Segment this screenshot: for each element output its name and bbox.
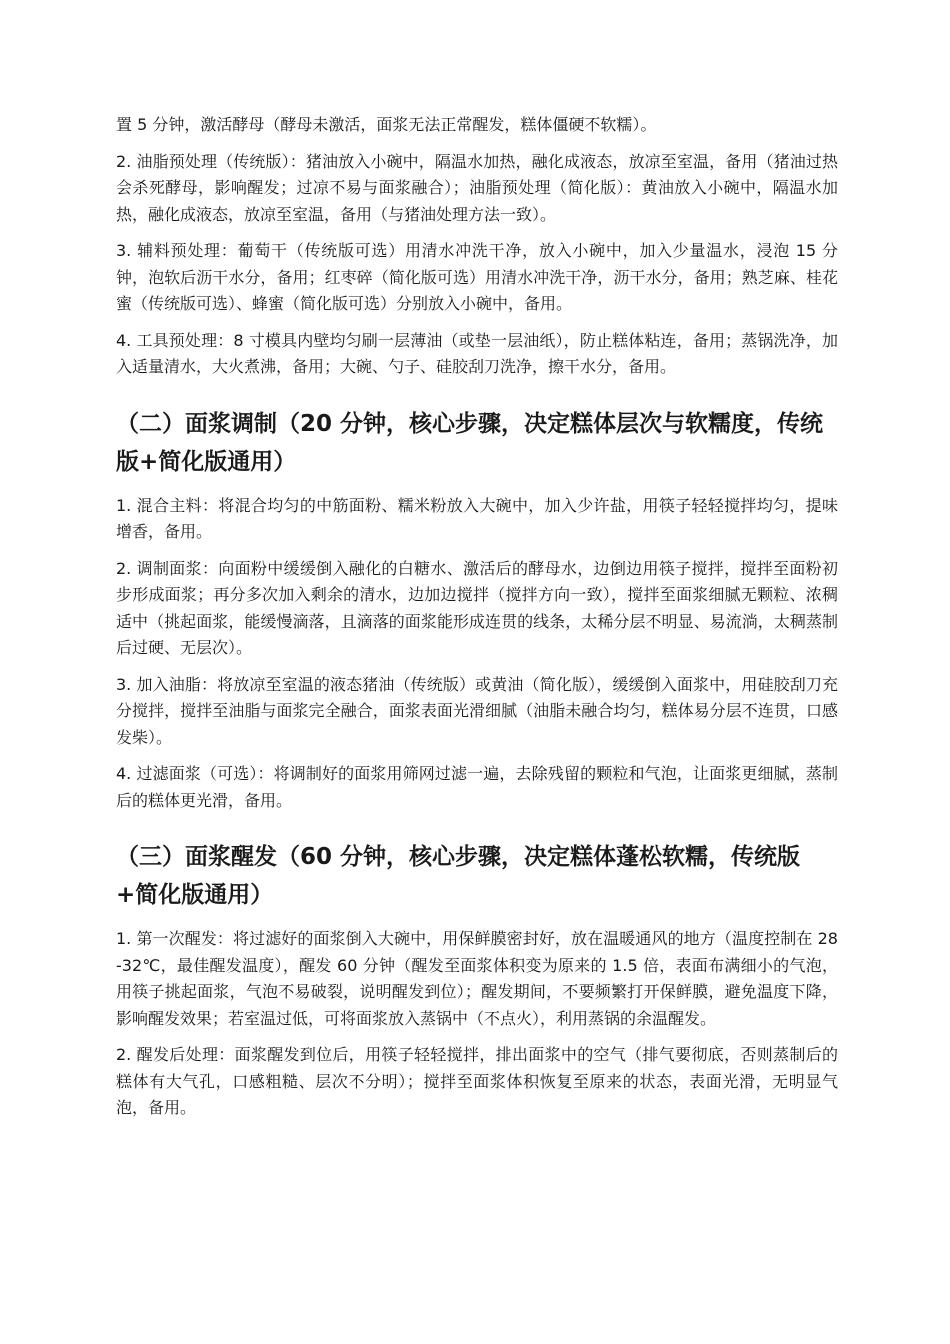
paragraph-first-proof: 1. 第一次醒发：将过滤好的面浆倒入大碗中，用保鲜膜密封好，放在温暖通风的地方（温度控制在 28-32℃，最佳醒发温度），醒发 60 分钟（醒发至面浆体积变为原来的 1.5 倍，表面布满细小的气泡，用筷子挑起面浆，气泡不易破裂，说明醒发到位）；醒发期间，不要频繁打开保鲜膜，避免温度下降，影响醒发效果；若室温过低，可将面浆放入蒸锅中（不点火），利用蒸锅的余温醒发。: [116, 929, 838, 1028]
paragraph-filter-batter: 4. 过滤面浆（可选）：将调制好的面浆用筛网过滤一遍，去除残留的颗粒和气泡，让面浆更细腻，蒸制后的糕体更光滑，备用。: [116, 764, 838, 810]
document-page: [116, 112, 838, 1132]
paragraph-add-fat: 3. 加入油脂：将放凉至室温的液态猪油（传统版）或黄油（简化版），缓缓倒入面浆中，用硅胶刮刀充分搅拌，搅拌至油脂与面浆完全融合，面浆表面光滑细腻（油脂未融合均匀，糕体易分层不连贯，口感发柴）。: [116, 674, 838, 747]
paragraph-post-proof: 2. 醒发后处理：面浆醒发到位后，用筷子轻轻搅拌，排出面浆中的空气（排气要彻底，否则蒸制后的糕体有大气孔，口感粗糙、层次不分明）；搅拌至面浆体积恢复至原来的状态，表面光滑，无明显气泡，备用。: [116, 1045, 838, 1117]
section-heading-batter-proofing: （三）面浆醒发（60 分钟，核心步骤，决定糕体蓬松软糯，传统版+简化版通用）: [116, 844, 801, 908]
paragraph-mix-main-ingredients: 1. 混合主料：将混合均匀的中筋面粉、糯米粉放入大碗中，加入少许盐，用筷子轻轻搅拌均匀，提味增香，备用。: [116, 495, 838, 541]
paragraph-tools-preprocess: 4. 工具预处理：8 寸模具内壁均匀刷一层薄油（或垫一层油纸），防止糕体粘连，备用；蒸锅洗净，加入适量清水，大火煮沸，备用；大碗、勺子、硅胶刮刀洗净，擦干水分，备用。: [116, 330, 838, 376]
paragraph-make-batter: 2. 调制面浆：向面粉中缓缓倒入融化的白糖水、激活后的酵母水，边倒边用筷子搅拌，搅拌至面粉初步形成面浆；再分多次加入剩余的清水，边加边搅拌（搅拌方向一致），搅拌至面浆细腻无颗粒、浓稠适中（挑起面浆，能缓慢滴落，且滴落的面浆能形成连贯的线条，太稀分层不明显、易流淌，太稠蒸制后过硬、无层次）。: [116, 558, 838, 657]
section-heading-batter-mixing: （二）面浆调制（20 分钟，核心步骤，决定糕体层次与软糯度，传统版+简化版通用）: [116, 410, 824, 475]
paragraph-fat-preprocess: 2. 油脂预处理（传统版）：猪油放入小碗中，隔温水加热，融化成液态，放凉至室温，备用（猪油过热会杀死酵母，影响醒发；过凉不易与面浆融合）；油脂预处理（简化版）：黄油放入小碗中，隔温水加热，融化成液态，放凉至室温，备用（与猪油处理方法一致）。: [116, 151, 838, 224]
paragraph-activate-yeast-end: 置 5 分钟，激活酵母（酵母未激活，面浆无法正常醒发，糕体僵硬不软糯）。: [116, 115, 657, 134]
paragraph-ingredients-preprocess: 3. 辅料预处理：葡萄干（传统版可选）用清水冲洗干净，放入小碗中，加入少量温水，浸泡 15 分钟，泡软后沥干水分，备用；红枣碎（简化版可选）用清水冲洗干净，沥干水分，备用；熟芝麻、桂花蜜（传统版可选）、蜂蜜（简化版可选）分别放入小碗中，备用。: [116, 241, 838, 313]
